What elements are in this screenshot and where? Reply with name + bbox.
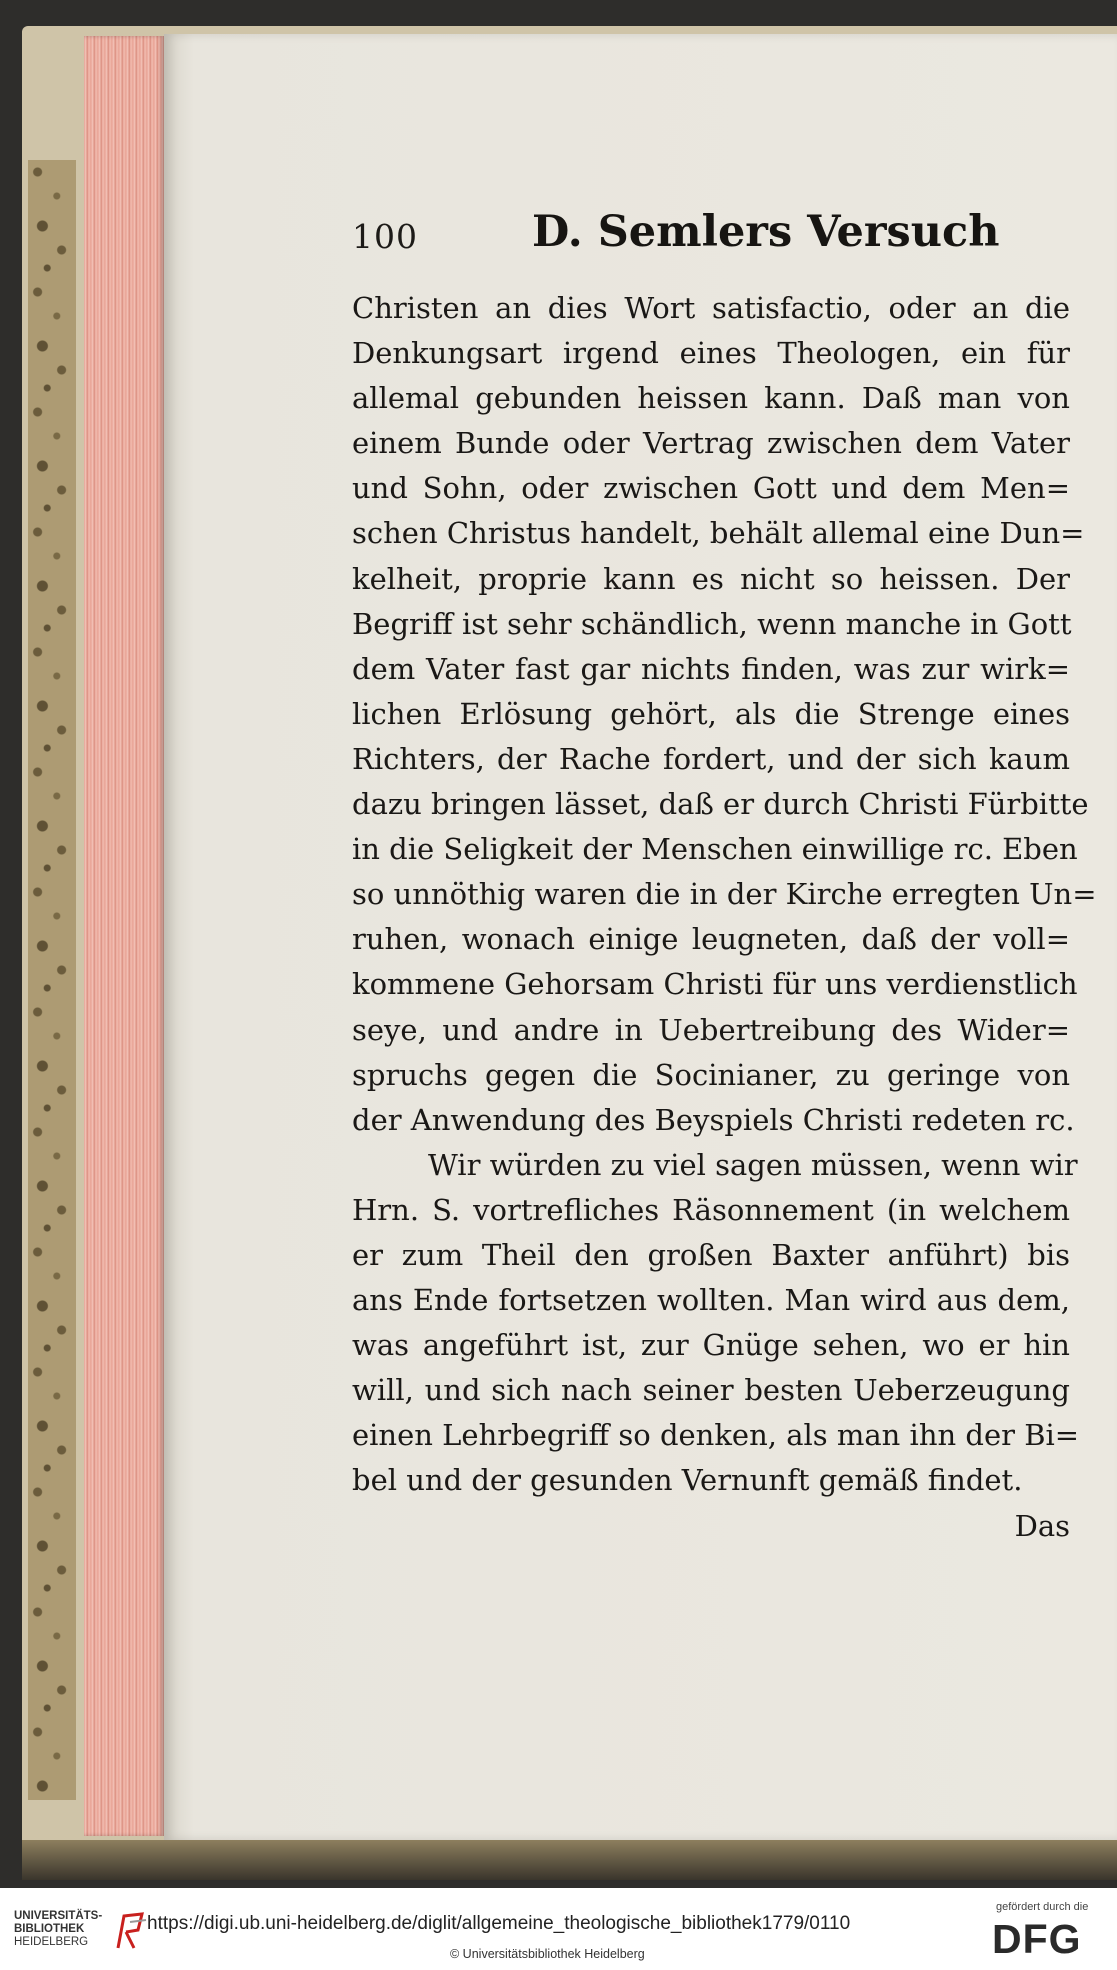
text-line: so unnöthig waren die in der Kirche erregten Un=: [352, 877, 1097, 912]
red-page-edges: [84, 36, 164, 1836]
text-line: will, und sich nach seiner besten Ueberzeugung: [352, 1373, 1070, 1408]
paragraph-first-line: Wir würden zu viel sagen müssen, wenn wir: [428, 1147, 1078, 1182]
text-line: Denkungsart irgend eines Theologen, ein für: [352, 336, 1070, 371]
body-text: [352, 286, 1097, 1549]
permalink-url[interactable]: https://digi.ub.uni-heidelberg.de/diglit/allgemeine_theologische_bibliothek1779/0110: [147, 1913, 851, 1934]
library-logo-icon: [112, 1910, 152, 1952]
text-line: dem Vater fast gar nichts finden, was zur wirk=: [352, 651, 1070, 686]
library-name-line: UNIVERSITÄTS-: [14, 1910, 103, 1922]
text-line: schen Christus handelt, behält allemal eine Dun=: [352, 516, 1085, 551]
foxed-cover-edge: [28, 160, 76, 1800]
text-line: ruhen, wonach einige leugneten, daß der voll=: [352, 922, 1070, 957]
text-line: er zum Theil den großen Baxter anführt) bis: [352, 1237, 1070, 1272]
text-line: in die Seligkeit der Menschen einwillige rc. Eben: [352, 832, 1078, 867]
text-line: Hrn. S. vortrefliches Räsonnement (in welchem: [352, 1192, 1070, 1227]
text-line: spruchs gegen die Socinianer, zu geringe von: [352, 1057, 1070, 1092]
text-line: und Sohn, oder zwischen Gott und dem Men=: [352, 471, 1070, 506]
text-line: bel und der gesunden Vernunft gemäß findet.: [352, 1463, 1023, 1498]
text-line: der Anwendung des Beyspiels Christi redeten rc.: [352, 1102, 1075, 1137]
page-header: [352, 203, 1072, 263]
text-line: Richters, der Rache fordert, und der sich kaum: [352, 741, 1070, 776]
library-name-line: HEIDELBERG: [14, 1936, 89, 1948]
text-line: lichen Erlösung gehört, als die Strenge eines: [352, 696, 1070, 731]
running-title: D. Semlers Versuch: [532, 207, 1000, 257]
text-line: Christen an dies Wort satisfactio, oder an die: [352, 291, 1070, 325]
text-line: einem Bunde oder Vertrag zwischen dem Vater: [352, 426, 1070, 461]
copyright-notice: © Universitätsbibliothek Heidelberg: [450, 1947, 645, 1961]
text-line: kelheit, proprie kann es nicht so heissen. Der: [352, 561, 1070, 596]
text-line: dazu bringen lässet, daß er durch Christi Fürbitte: [352, 787, 1089, 822]
text-line: was angeführt ist, zur Gnüge sehen, wo er hin: [352, 1328, 1070, 1363]
text-line: Begriff ist sehr schändlich, wenn manche in Gott: [352, 606, 1072, 641]
text-line: allemal gebunden heissen kann. Daß man von: [352, 381, 1070, 416]
catchword: Das: [1014, 1508, 1070, 1543]
text-line: seye, und andre in Uebertreibung des Wider=: [352, 1012, 1070, 1047]
text-line: einen Lehrbegriff so denken, als man ihn der Bi=: [352, 1418, 1080, 1453]
page-number: 100: [352, 217, 418, 256]
text-line: ans Ende fortsetzen wollten. Man wird aus dem,: [352, 1283, 1070, 1318]
book-bottom-edge: [22, 1840, 1117, 1880]
library-name: [14, 1910, 124, 1949]
funded-by-label: gefördert durch die: [996, 1901, 1089, 1913]
dfg-logo: DFG: [992, 1916, 1082, 1962]
viewer-footer: [0, 1888, 1117, 1970]
text-line: kommene Gehorsam Christi für uns verdienstlich: [352, 967, 1078, 1002]
library-name-line: BIBLIOTHEK: [14, 1923, 85, 1935]
